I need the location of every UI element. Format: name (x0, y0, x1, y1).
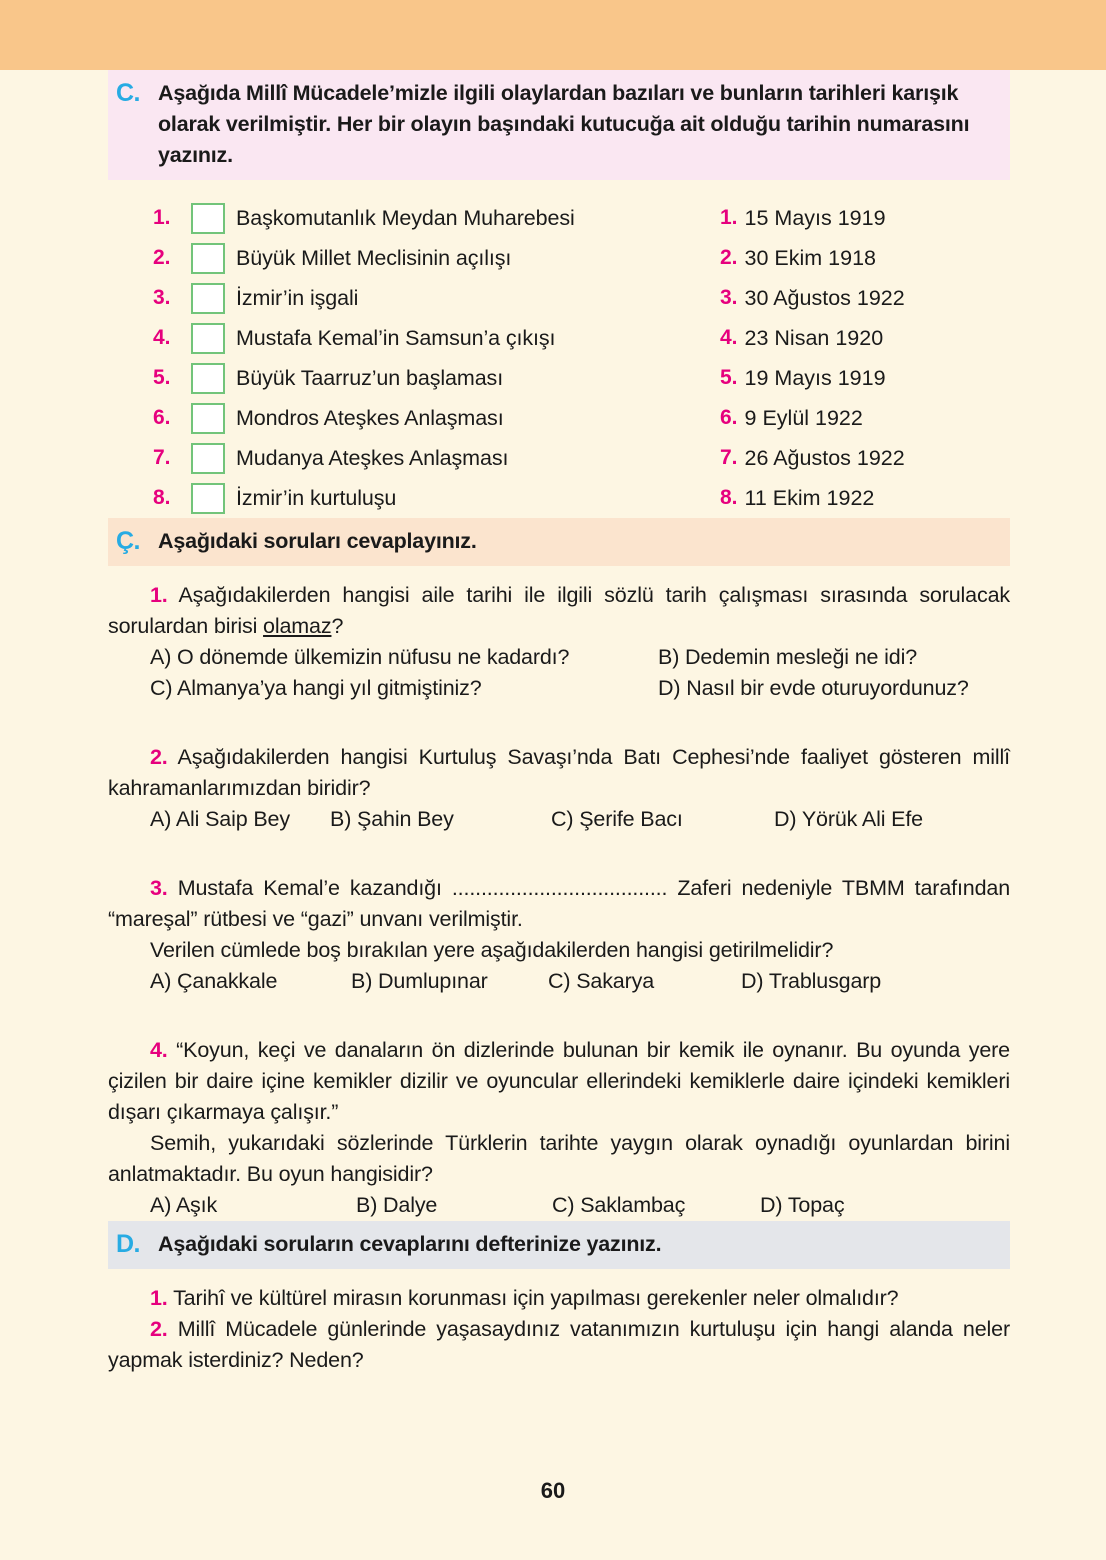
matching-row (153, 278, 713, 318)
question-1 (108, 580, 1010, 704)
event-number: 7. (153, 446, 171, 469)
d-question-1 (108, 1283, 1010, 1314)
section-title-c-cedilla: Aşağıdaki soruları cevaplayınız. (158, 529, 477, 553)
question-body: Aşağıdakilerden hangisi aile tarihi ile ilgili sözlü tarih çalışması sırasında sorulacak sorulardan birisi (108, 583, 1010, 638)
matching-dates-column (720, 198, 1020, 518)
question-number: 4. (150, 1038, 168, 1062)
matching-events-column (153, 198, 713, 518)
question-number: 1. (150, 1286, 168, 1310)
date-row (720, 438, 1020, 478)
date-row (720, 358, 1020, 398)
question-4-text (108, 1035, 1010, 1128)
date-number: 7. (720, 446, 738, 469)
date-label: 26 Ağustos 1922 (744, 445, 905, 470)
answer-box[interactable] (191, 483, 225, 514)
option-c[interactable]: C) Saklambaç (552, 1193, 686, 1217)
question-body: “Koyun, keçi ve danaların ön dizlerinde bulunan bir kemik ile oynanır. Bu oyunda yere çizilen bir daire içine kemikler dizilir ve oyuncular ellerindeki kemiklerle daire içindeki kemikleri dışarı çıkarmaya çalışır.” (108, 1038, 1010, 1124)
date-label: 9 Eylül 1922 (744, 405, 863, 430)
content-column (108, 70, 1010, 1376)
date-row (720, 238, 1020, 278)
event-label: Mudanya Ateşkes Anlaşması (236, 445, 509, 470)
date-row (720, 478, 1020, 518)
date-label: 11 Ekim 1922 (744, 485, 875, 510)
date-number: 2. (720, 246, 738, 269)
event-number: 6. (153, 406, 171, 429)
option-a[interactable]: A) Aşık (150, 1193, 218, 1217)
question-body: Mustafa Kemal’e kazandığı ..................................... Zaferi nedeniyle TBMM tarafından “mareşal” rütbesi ve “gazi” unvanı verilmiştir. (108, 876, 1010, 931)
question-body: Tarihî ve kültürel mirasın korunması için yapılması gerekenler neler olmalıdır? (167, 1286, 899, 1310)
section-letter-c-cedilla: Ç. (116, 527, 140, 555)
question-2-text (108, 742, 1010, 804)
question-4 (108, 1035, 1010, 1221)
event-number: 4. (153, 326, 171, 349)
event-label: İzmir’in işgali (236, 285, 359, 310)
option-c[interactable]: C) Sakarya (548, 969, 655, 993)
matching-row (153, 478, 713, 518)
matching-row (153, 438, 713, 478)
d-question-2 (108, 1314, 1010, 1376)
date-label: 30 Ekim 1918 (744, 245, 876, 270)
date-label: 23 Nisan 1920 (744, 325, 884, 350)
question-number: 2. (150, 1317, 168, 1341)
event-number: 2. (153, 246, 171, 269)
question-2-options (108, 804, 1010, 835)
section-letter-d: D. (116, 1230, 140, 1258)
date-number: 3. (720, 286, 738, 309)
date-number: 4. (720, 326, 738, 349)
event-number: 1. (153, 206, 171, 229)
matching-row (153, 398, 713, 438)
question-number: 2. (150, 745, 168, 769)
question-1-options-row-1 (108, 642, 1010, 673)
option-b[interactable]: B) Dalye (356, 1193, 438, 1217)
section-title-d: Aşağıdaki soruların cevaplarını defterinize yazınız. (158, 1232, 662, 1256)
option-c[interactable]: C) Almanya’ya hangi yıl gitmiştiniz? (150, 676, 482, 700)
section-title-c: Aşağıda Millî Mücadele’mizle ilgili olaylardan bazıları ve bunların tarihleri karışık olarak verilmiştir. Her bir olayın başındaki kutucuğa ait olduğu tarihin numarasını yazınız. (158, 81, 970, 167)
question-number: 1. (150, 583, 168, 607)
option-a[interactable]: A) O dönemde ülkemizin nüfusu ne kadardı? (150, 645, 570, 669)
event-label: Büyük Taarruz’un başlaması (236, 365, 504, 390)
question-4-options (108, 1190, 1010, 1221)
question-4-prompt: Semih, yukarıdaki sözlerinde Türklerin tarihte yaygın olarak oynadığı oyunlardan birini anlatmaktadır. Bu oyun hangisidir? (108, 1131, 1010, 1186)
option-d[interactable]: D) Trablusgarp (741, 969, 882, 993)
matching-row (153, 358, 713, 398)
event-label: İzmir’in kurtuluşu (236, 485, 397, 510)
option-b[interactable]: B) Şahin Bey (330, 807, 454, 831)
event-label: Büyük Millet Meclisinin açılışı (236, 245, 512, 270)
matching-exercise (108, 198, 1010, 518)
question-2 (108, 742, 1010, 835)
event-number: 8. (153, 486, 171, 509)
matching-row (153, 318, 713, 358)
section-header-c (108, 70, 1010, 180)
question-body: Aşağıdakilerden hangisi Kurtuluş Savaşı’nda Batı Cephesi’nde faaliyet gösteren millî kahramanlarımızdan biridir? (108, 745, 1010, 800)
option-a[interactable]: A) Çanakkale (150, 969, 278, 993)
event-label: Mondros Ateşkes Anlaşması (236, 405, 504, 430)
question-number: 3. (150, 876, 168, 900)
option-b[interactable]: B) Dumlupınar (351, 969, 488, 993)
answer-box[interactable] (191, 363, 225, 394)
date-number: 5. (720, 366, 738, 389)
answer-box[interactable] (191, 443, 225, 474)
date-label: 19 Mayıs 1919 (744, 365, 886, 390)
event-number: 5. (153, 366, 171, 389)
option-d[interactable]: D) Nasıl bir evde oturuyordunuz? (658, 676, 969, 700)
event-label: Başkomutanlık Meydan Muharebesi (236, 205, 575, 230)
date-row (720, 278, 1020, 318)
matching-row (153, 198, 713, 238)
page-number: 60 (540, 1478, 566, 1503)
spacer (108, 704, 1010, 728)
event-number: 3. (153, 286, 171, 309)
date-number: 8. (720, 486, 738, 509)
answer-box[interactable] (191, 203, 225, 234)
answer-box[interactable] (191, 283, 225, 314)
date-label: 30 Ağustos 1922 (744, 285, 905, 310)
section-header-d (108, 1221, 1010, 1269)
answer-box[interactable] (191, 323, 225, 354)
date-row (720, 318, 1020, 358)
question-emphasis: olamaz (263, 614, 332, 638)
date-row (720, 198, 1020, 238)
section-letter-c: C. (116, 79, 140, 107)
answer-box[interactable] (191, 243, 225, 274)
option-d[interactable]: D) Topaç (760, 1193, 845, 1217)
page-body (0, 70, 1106, 1560)
question-1-options-row-2 (108, 673, 1010, 704)
date-number: 6. (720, 406, 738, 429)
option-b[interactable]: B) Dedemin mesleği ne idi? (658, 645, 918, 669)
date-row (720, 398, 1020, 438)
question-1-text (108, 580, 1010, 642)
question-3-prompt: Verilen cümlede boş bırakılan yere aşağıdakilerden hangisi getirilmelidir? (150, 938, 834, 962)
question-3 (108, 873, 1010, 997)
top-decorative-band (0, 0, 1106, 70)
date-label: 15 Mayıs 1919 (744, 205, 886, 230)
section-d-questions (108, 1283, 1010, 1376)
matching-row (153, 238, 713, 278)
question-body: Millî Mücadele günlerinde yaşasaydınız vatanımızın kurtuluşu için hangi alanda neler yapmak isterdiniz? Neden? (108, 1317, 1010, 1372)
question-3-text (108, 873, 1010, 935)
question-3-options (108, 966, 1010, 997)
date-number: 1. (720, 206, 738, 229)
option-c[interactable]: C) Şerife Bacı (551, 807, 683, 831)
spacer (108, 997, 1010, 1021)
answer-box[interactable] (191, 403, 225, 434)
question-tail: ? (331, 614, 344, 638)
option-a[interactable]: A) Ali Saip Bey (150, 807, 290, 831)
option-d[interactable]: D) Yörük Ali Efe (774, 807, 923, 831)
spacer (108, 835, 1010, 859)
section-header-c-cedilla (108, 518, 1010, 566)
event-label: Mustafa Kemal’in Samsun’a çıkışı (236, 325, 556, 350)
